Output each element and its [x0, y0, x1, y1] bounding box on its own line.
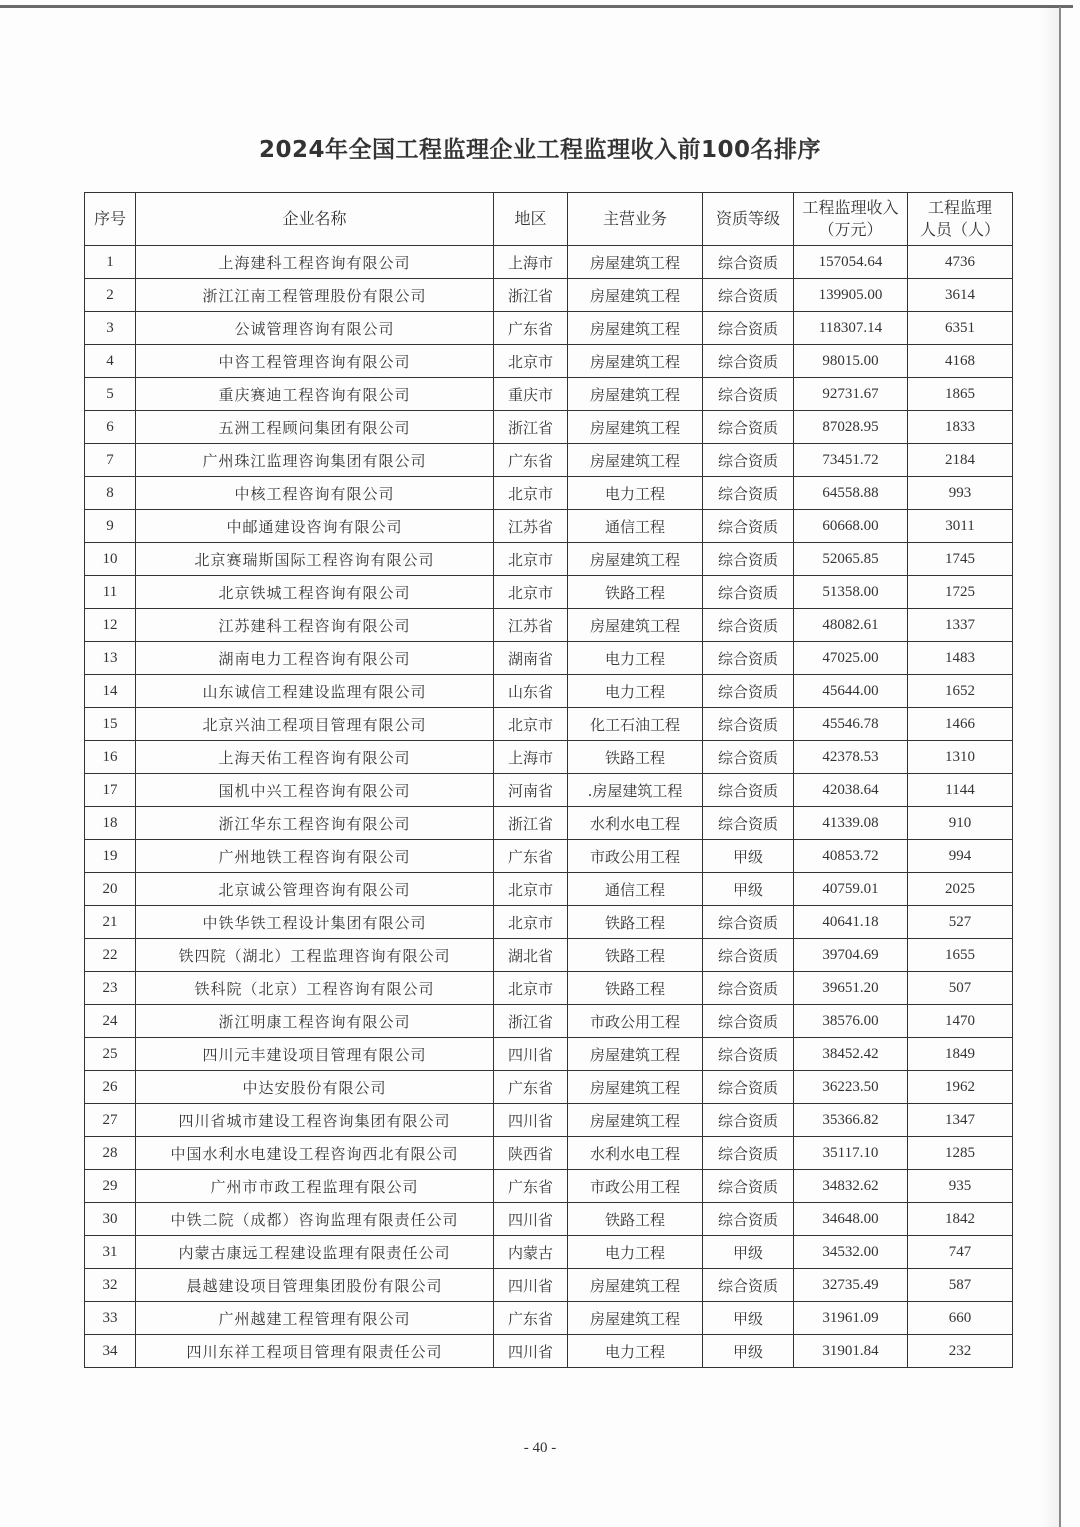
table-row	[85, 1170, 1013, 1203]
region-cell: 广东省	[494, 1170, 568, 1203]
main-business-cell: 铁路工程	[568, 972, 703, 1005]
staff-count-cell: 1962	[908, 1071, 1013, 1104]
company-name-cell: 四川元丰建设项目管理有限公司	[136, 1038, 494, 1071]
row-index-cell: 12	[85, 609, 136, 642]
qualification-cell: 综合资质	[703, 543, 794, 576]
revenue-cell: 40641.18	[794, 906, 908, 939]
staff-count-cell: 2025	[908, 873, 1013, 906]
company-name-cell: 国机中兴工程咨询有限公司	[136, 774, 494, 807]
qualification-cell: 综合资质	[703, 345, 794, 378]
staff-count-cell: 1337	[908, 609, 1013, 642]
header-region: 地区	[494, 193, 568, 246]
qualification-cell: 综合资质	[703, 411, 794, 444]
qualification-cell: 甲级	[703, 1236, 794, 1269]
staff-count-cell: 1144	[908, 774, 1013, 807]
qualification-cell: 综合资质	[703, 972, 794, 1005]
header-qualification: 资质等级	[703, 193, 794, 246]
qualification-cell: 综合资质	[703, 1170, 794, 1203]
main-business-cell: 电力工程	[568, 477, 703, 510]
row-index-cell: 28	[85, 1137, 136, 1170]
company-name-cell: 四川省城市建设工程咨询集团有限公司	[136, 1104, 494, 1137]
table-row	[85, 543, 1013, 576]
main-business-cell: 电力工程	[568, 642, 703, 675]
revenue-cell: 38452.42	[794, 1038, 908, 1071]
revenue-cell: 39704.69	[794, 939, 908, 972]
row-index-cell: 14	[85, 675, 136, 708]
row-index-cell: 24	[85, 1005, 136, 1038]
table-row	[85, 609, 1013, 642]
region-cell: 北京市	[494, 543, 568, 576]
region-cell: 广东省	[494, 840, 568, 873]
region-cell: 北京市	[494, 708, 568, 741]
table-row	[85, 1335, 1013, 1368]
qualification-cell: 综合资质	[703, 741, 794, 774]
region-cell: 浙江省	[494, 411, 568, 444]
qualification-cell: 综合资质	[703, 1203, 794, 1236]
table-row	[85, 906, 1013, 939]
qualification-cell: 综合资质	[703, 1137, 794, 1170]
company-name-cell: 内蒙古康远工程建设监理有限责任公司	[136, 1236, 494, 1269]
region-cell: 广东省	[494, 1071, 568, 1104]
staff-count-cell: 1347	[908, 1104, 1013, 1137]
staff-count-cell: 527	[908, 906, 1013, 939]
qualification-cell: 综合资质	[703, 510, 794, 543]
staff-count-cell: 3614	[908, 279, 1013, 312]
qualification-cell: 甲级	[703, 873, 794, 906]
qualification-cell: 综合资质	[703, 609, 794, 642]
page-right-edge	[1059, 7, 1061, 1527]
table-row	[85, 741, 1013, 774]
row-index-cell: 20	[85, 873, 136, 906]
staff-count-cell: 1745	[908, 543, 1013, 576]
revenue-cell: 87028.95	[794, 411, 908, 444]
main-business-cell: 市政公用工程	[568, 840, 703, 873]
qualification-cell: 甲级	[703, 840, 794, 873]
table-row	[85, 1038, 1013, 1071]
table-row	[85, 246, 1013, 279]
revenue-cell: 35117.10	[794, 1137, 908, 1170]
main-business-cell: 电力工程	[568, 1335, 703, 1368]
table-body	[85, 246, 1013, 1368]
revenue-cell: 40759.01	[794, 873, 908, 906]
table-row	[85, 807, 1013, 840]
qualification-cell: 综合资质	[703, 675, 794, 708]
staff-count-cell: 993	[908, 477, 1013, 510]
region-cell: 北京市	[494, 477, 568, 510]
qualification-cell: 综合资质	[703, 807, 794, 840]
qualification-cell: 综合资质	[703, 939, 794, 972]
region-cell: 四川省	[494, 1038, 568, 1071]
row-index-cell: 8	[85, 477, 136, 510]
row-index-cell: 33	[85, 1302, 136, 1335]
region-cell: 四川省	[494, 1335, 568, 1368]
region-cell: 广东省	[494, 312, 568, 345]
row-index-cell: 11	[85, 576, 136, 609]
row-index-cell: 1	[85, 246, 136, 279]
header-staff-line1: 工程监理	[927, 198, 992, 217]
company-name-cell: 中咨工程管理咨询有限公司	[136, 345, 494, 378]
company-name-cell: 中核工程咨询有限公司	[136, 477, 494, 510]
table-row	[85, 378, 1013, 411]
company-name-cell: 中达安股份有限公司	[136, 1071, 494, 1104]
company-name-cell: 中铁华铁工程设计集团有限公司	[136, 906, 494, 939]
company-name-cell: 中邮通建设咨询有限公司	[136, 510, 494, 543]
table-row	[85, 873, 1013, 906]
company-name-cell: 铁科院（北京）工程咨询有限公司	[136, 972, 494, 1005]
row-index-cell: 15	[85, 708, 136, 741]
staff-count-cell: 587	[908, 1269, 1013, 1302]
revenue-cell: 157054.64	[794, 246, 908, 279]
company-name-cell: 浙江明康工程咨询有限公司	[136, 1005, 494, 1038]
qualification-cell: 综合资质	[703, 477, 794, 510]
staff-count-cell: 3011	[908, 510, 1013, 543]
table-row	[85, 411, 1013, 444]
main-business-cell: 房屋建筑工程	[568, 279, 703, 312]
company-name-cell: 上海建科工程咨询有限公司	[136, 246, 494, 279]
qualification-cell: 综合资质	[703, 312, 794, 345]
row-index-cell: 4	[85, 345, 136, 378]
header-staff-line2: 人员（人）	[919, 220, 1000, 239]
revenue-cell: 98015.00	[794, 345, 908, 378]
revenue-cell: 36223.50	[794, 1071, 908, 1104]
qualification-cell: 综合资质	[703, 906, 794, 939]
qualification-cell: 综合资质	[703, 774, 794, 807]
revenue-cell: 41339.08	[794, 807, 908, 840]
qualification-cell: 综合资质	[703, 1269, 794, 1302]
header-revenue-line2: （万元）	[818, 220, 883, 239]
main-business-cell: 房屋建筑工程	[568, 1038, 703, 1071]
revenue-cell: 39651.20	[794, 972, 908, 1005]
table-row	[85, 1203, 1013, 1236]
header-index: 序号	[85, 193, 136, 246]
company-name-cell: 中铁二院（成都）咨询监理有限责任公司	[136, 1203, 494, 1236]
revenue-cell: 64558.88	[794, 477, 908, 510]
region-cell: 北京市	[494, 576, 568, 609]
qualification-cell: 综合资质	[703, 1104, 794, 1137]
revenue-cell: 31901.84	[794, 1335, 908, 1368]
region-cell: 北京市	[494, 345, 568, 378]
revenue-cell: 60668.00	[794, 510, 908, 543]
qualification-cell: 综合资质	[703, 642, 794, 675]
staff-count-cell: 994	[908, 840, 1013, 873]
row-index-cell: 30	[85, 1203, 136, 1236]
region-cell: 浙江省	[494, 807, 568, 840]
revenue-cell: 42378.53	[794, 741, 908, 774]
main-business-cell: 房屋建筑工程	[568, 543, 703, 576]
page-top-edge	[0, 5, 1073, 8]
region-cell: 广东省	[494, 444, 568, 477]
staff-count-cell: 1466	[908, 708, 1013, 741]
main-business-cell: 房屋建筑工程	[568, 378, 703, 411]
revenue-cell: 48082.61	[794, 609, 908, 642]
table-header-row	[85, 193, 1013, 246]
qualification-cell: 综合资质	[703, 378, 794, 411]
revenue-cell: 47025.00	[794, 642, 908, 675]
revenue-cell: 31961.09	[794, 1302, 908, 1335]
main-business-cell: 电力工程	[568, 675, 703, 708]
revenue-cell: 52065.85	[794, 543, 908, 576]
staff-count-cell: 1865	[908, 378, 1013, 411]
staff-count-cell: 1470	[908, 1005, 1013, 1038]
row-index-cell: 31	[85, 1236, 136, 1269]
revenue-cell: 73451.72	[794, 444, 908, 477]
main-business-cell: 铁路工程	[568, 906, 703, 939]
revenue-cell: 40853.72	[794, 840, 908, 873]
row-index-cell: 16	[85, 741, 136, 774]
revenue-cell: 139905.00	[794, 279, 908, 312]
region-cell: 北京市	[494, 873, 568, 906]
main-business-cell: 房屋建筑工程	[568, 1269, 703, 1302]
qualification-cell: 综合资质	[703, 1038, 794, 1071]
qualification-cell: 甲级	[703, 1335, 794, 1368]
main-business-cell: 铁路工程	[568, 576, 703, 609]
row-index-cell: 18	[85, 807, 136, 840]
revenue-cell: 35366.82	[794, 1104, 908, 1137]
staff-count-cell: 1849	[908, 1038, 1013, 1071]
table-row	[85, 576, 1013, 609]
table-row	[85, 774, 1013, 807]
table-row	[85, 972, 1013, 1005]
staff-count-cell: 1483	[908, 642, 1013, 675]
company-name-cell: 上海天佑工程咨询有限公司	[136, 741, 494, 774]
region-cell: 四川省	[494, 1203, 568, 1236]
staff-count-cell: 747	[908, 1236, 1013, 1269]
table-row	[85, 510, 1013, 543]
row-index-cell: 32	[85, 1269, 136, 1302]
company-name-cell: 江苏建科工程咨询有限公司	[136, 609, 494, 642]
header-main-business: 主营业务	[568, 193, 703, 246]
main-business-cell: 房屋建筑工程	[568, 1071, 703, 1104]
region-cell: 河南省	[494, 774, 568, 807]
row-index-cell: 6	[85, 411, 136, 444]
main-business-cell: 通信工程	[568, 873, 703, 906]
staff-count-cell: 935	[908, 1170, 1013, 1203]
row-index-cell: 19	[85, 840, 136, 873]
document-title: 2024年全国工程监理企业工程监理收入前100名排序	[258, 137, 822, 163]
company-name-cell: 广州珠江监理咨询集团有限公司	[136, 444, 494, 477]
table-row	[85, 444, 1013, 477]
table-row	[85, 939, 1013, 972]
main-business-cell: 房屋建筑工程	[568, 1104, 703, 1137]
region-cell: 湖南省	[494, 642, 568, 675]
table-row	[85, 312, 1013, 345]
qualification-cell: 综合资质	[703, 1005, 794, 1038]
revenue-cell: 34832.62	[794, 1170, 908, 1203]
table-row	[85, 1302, 1013, 1335]
qualification-cell: 综合资质	[703, 444, 794, 477]
company-name-cell: 浙江江南工程管理股份有限公司	[136, 279, 494, 312]
qualification-cell: 综合资质	[703, 576, 794, 609]
staff-count-cell: 2184	[908, 444, 1013, 477]
main-business-cell: 房屋建筑工程	[568, 609, 703, 642]
company-name-cell: 广州地铁工程咨询有限公司	[136, 840, 494, 873]
region-cell: 广东省	[494, 1302, 568, 1335]
table-row	[85, 1137, 1013, 1170]
qualification-cell: 综合资质	[703, 708, 794, 741]
main-business-cell: 市政公用工程	[568, 1005, 703, 1038]
region-cell: 江苏省	[494, 510, 568, 543]
staff-count-cell: 1833	[908, 411, 1013, 444]
row-index-cell: 2	[85, 279, 136, 312]
qualification-cell: 综合资质	[703, 246, 794, 279]
table-row	[85, 1005, 1013, 1038]
table-row	[85, 840, 1013, 873]
company-name-cell: 公诚管理咨询有限公司	[136, 312, 494, 345]
region-cell: 北京市	[494, 906, 568, 939]
company-name-cell: 北京诚公管理咨询有限公司	[136, 873, 494, 906]
region-cell: 四川省	[494, 1269, 568, 1302]
company-name-cell: 北京铁城工程咨询有限公司	[136, 576, 494, 609]
company-name-cell: 铁四院（湖北）工程监理咨询有限公司	[136, 939, 494, 972]
header-revenue-line1: 工程监理收入	[802, 198, 899, 217]
main-business-cell: .房屋建筑工程	[568, 774, 703, 807]
region-cell: 江苏省	[494, 609, 568, 642]
table-row	[85, 345, 1013, 378]
row-index-cell: 23	[85, 972, 136, 1005]
company-name-cell: 广州市市政工程监理有限公司	[136, 1170, 494, 1203]
row-index-cell: 27	[85, 1104, 136, 1137]
staff-count-cell: 1310	[908, 741, 1013, 774]
staff-count-cell: 1655	[908, 939, 1013, 972]
table-row	[85, 1071, 1013, 1104]
region-cell: 四川省	[494, 1104, 568, 1137]
qualification-cell: 甲级	[703, 1302, 794, 1335]
revenue-cell: 51358.00	[794, 576, 908, 609]
table-row	[85, 1236, 1013, 1269]
table-row	[85, 642, 1013, 675]
main-business-cell: 房屋建筑工程	[568, 1302, 703, 1335]
qualification-cell: 综合资质	[703, 1071, 794, 1104]
row-index-cell: 9	[85, 510, 136, 543]
main-business-cell: 铁路工程	[568, 1203, 703, 1236]
row-index-cell: 29	[85, 1170, 136, 1203]
company-name-cell: 北京兴油工程项目管理有限公司	[136, 708, 494, 741]
main-business-cell: 水利水电工程	[568, 1137, 703, 1170]
page-number: - 40 -	[523, 1440, 557, 1456]
region-cell: 湖北省	[494, 939, 568, 972]
main-business-cell: 通信工程	[568, 510, 703, 543]
revenue-cell: 38576.00	[794, 1005, 908, 1038]
revenue-cell: 45644.00	[794, 675, 908, 708]
company-name-cell: 四川东祥工程项目管理有限责任公司	[136, 1335, 494, 1368]
table-row	[85, 477, 1013, 510]
staff-count-cell: 660	[908, 1302, 1013, 1335]
staff-count-cell: 1725	[908, 576, 1013, 609]
qualification-cell: 综合资质	[703, 279, 794, 312]
company-name-cell: 北京赛瑞斯国际工程咨询有限公司	[136, 543, 494, 576]
company-name-cell: 浙江华东工程咨询有限公司	[136, 807, 494, 840]
revenue-cell: 45546.78	[794, 708, 908, 741]
revenue-cell: 34532.00	[794, 1236, 908, 1269]
table-row	[85, 279, 1013, 312]
company-name-cell: 山东诚信工程建设监理有限公司	[136, 675, 494, 708]
revenue-cell: 32735.49	[794, 1269, 908, 1302]
main-business-cell: 铁路工程	[568, 939, 703, 972]
row-index-cell: 21	[85, 906, 136, 939]
company-name-cell: 广州越建工程管理有限公司	[136, 1302, 494, 1335]
revenue-cell: 92731.67	[794, 378, 908, 411]
company-name-cell: 晨越建设项目管理集团股份有限公司	[136, 1269, 494, 1302]
header-company-name: 企业名称	[136, 193, 494, 246]
region-cell: 内蒙古	[494, 1236, 568, 1269]
staff-count-cell: 1652	[908, 675, 1013, 708]
staff-count-cell: 4168	[908, 345, 1013, 378]
table-row	[85, 1104, 1013, 1137]
region-cell: 山东省	[494, 675, 568, 708]
main-business-cell: 电力工程	[568, 1236, 703, 1269]
company-name-cell: 中国水利水电建设工程咨询西北有限公司	[136, 1137, 494, 1170]
row-index-cell: 3	[85, 312, 136, 345]
revenue-cell: 42038.64	[794, 774, 908, 807]
row-index-cell: 25	[85, 1038, 136, 1071]
region-cell: 陕西省	[494, 1137, 568, 1170]
staff-count-cell: 232	[908, 1335, 1013, 1368]
ranking-table	[84, 192, 1013, 1368]
staff-count-cell: 4736	[908, 246, 1013, 279]
row-index-cell: 22	[85, 939, 136, 972]
row-index-cell: 17	[85, 774, 136, 807]
company-name-cell: 重庆赛迪工程咨询有限公司	[136, 378, 494, 411]
main-business-cell: 房屋建筑工程	[568, 312, 703, 345]
row-index-cell: 34	[85, 1335, 136, 1368]
staff-count-cell: 1842	[908, 1203, 1013, 1236]
row-index-cell: 10	[85, 543, 136, 576]
region-cell: 浙江省	[494, 279, 568, 312]
staff-count-cell: 507	[908, 972, 1013, 1005]
main-business-cell: 房屋建筑工程	[568, 444, 703, 477]
main-business-cell: 铁路工程	[568, 741, 703, 774]
main-business-cell: 房屋建筑工程	[568, 246, 703, 279]
region-cell: 上海市	[494, 246, 568, 279]
staff-count-cell: 6351	[908, 312, 1013, 345]
row-index-cell: 5	[85, 378, 136, 411]
company-name-cell: 湖南电力工程咨询有限公司	[136, 642, 494, 675]
region-cell: 浙江省	[494, 1005, 568, 1038]
region-cell: 重庆市	[494, 378, 568, 411]
staff-count-cell: 910	[908, 807, 1013, 840]
main-business-cell: 化工石油工程	[568, 708, 703, 741]
company-name-cell: 五洲工程顾问集团有限公司	[136, 411, 494, 444]
main-business-cell: 房屋建筑工程	[568, 345, 703, 378]
region-cell: 北京市	[494, 972, 568, 1005]
main-business-cell: 市政公用工程	[568, 1170, 703, 1203]
main-business-cell: 水利水电工程	[568, 807, 703, 840]
header-revenue	[794, 193, 908, 246]
region-cell: 上海市	[494, 741, 568, 774]
table-row	[85, 675, 1013, 708]
row-index-cell: 13	[85, 642, 136, 675]
table-row	[85, 1269, 1013, 1302]
binding-shadow	[1040, 7, 1060, 1527]
row-index-cell: 7	[85, 444, 136, 477]
staff-count-cell: 1285	[908, 1137, 1013, 1170]
header-staff	[908, 193, 1013, 246]
main-business-cell: 房屋建筑工程	[568, 411, 703, 444]
table-row	[85, 708, 1013, 741]
row-index-cell: 26	[85, 1071, 136, 1104]
revenue-cell: 34648.00	[794, 1203, 908, 1236]
revenue-cell: 118307.14	[794, 312, 908, 345]
